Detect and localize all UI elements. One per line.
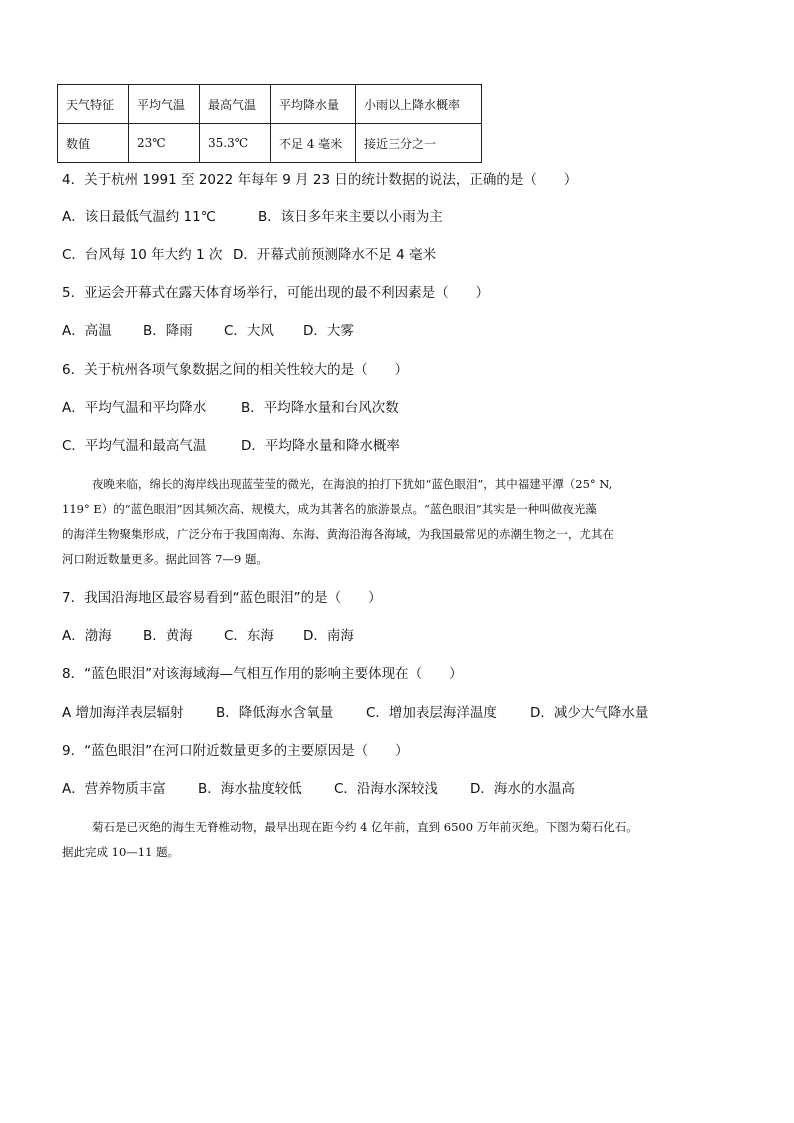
passage-line: 夜晚来临，绵长的海岸线出现蓝莹莹的微光，在海浪的拍打下犹如“蓝色眼泪”，其中福建平潭（25° N, (92, 477, 613, 491)
table-cell: 最高气温 (200, 85, 271, 124)
question-9-option-c: C．沿海水深较浅 (334, 781, 438, 797)
table-cell: 不足 4 毫米 (271, 124, 356, 163)
question-6-option-a: A．平均气温和平均降水 (62, 400, 207, 416)
question-6-stem: 6．关于杭州各项气象数据之间的相关性较大的是（ ） (62, 362, 409, 378)
question-9-stem: 9．“蓝色眼泪”在河口附近数量更多的主要原因是（ ） (62, 743, 409, 759)
table-cell: 数值 (58, 124, 129, 163)
table-cell: 小雨以上降水概率 (356, 85, 482, 124)
question-4-option-b: B．该日多年来主要以小雨为主 (258, 209, 443, 225)
passage-line: 的海洋生物聚集形成，广泛分布于我国南海、东海、黄海沿海各海域，为我国最常见的赤潮生物之一，尤其在 (62, 527, 614, 541)
question-7-option-c: C．东海 (224, 628, 274, 644)
question-4-option-a: A．该日最低气温约 11℃ (62, 209, 216, 225)
question-6-option-b: B．平均降水量和台风次数 (241, 400, 399, 416)
passage-line: 据此完成 10—11 题。 (62, 845, 180, 859)
question-9-option-b: B．海水盐度较低 (198, 781, 302, 797)
question-6-option-c: C．平均气温和最高气温 (62, 438, 207, 454)
question-8-option-c: C．增加表层海洋温度 (366, 705, 497, 721)
passage-ammonite (62, 815, 742, 865)
passage-line: 河口附近数量更多。据此回答 7—9 题。 (62, 552, 268, 566)
question-6-option-d: D．平均降水量和降水概率 (241, 438, 400, 454)
question-5-option-c: C．大风 (224, 323, 274, 339)
table-cell: 23℃ (129, 124, 200, 163)
question-9-option-a: A．营养物质丰富 (62, 781, 166, 797)
table-cell: 接近三分之一 (356, 124, 482, 163)
question-8-stem: 8．“蓝色眼泪”对该海域海—气相互作用的影响主要体现在（ ） (62, 666, 463, 682)
table-row (58, 124, 482, 163)
question-8-option-a: A 增加海洋表层辐射 (62, 705, 184, 721)
question-8-option-b: B．降低海水含氧量 (216, 705, 334, 721)
question-4-option-c: C．台风每 10 年大约 1 次 (62, 247, 223, 263)
question-5-option-a: A．高温 (62, 323, 112, 339)
table-cell: 天气特征 (58, 85, 129, 124)
question-5-stem: 5．亚运会开幕式在露天体育场举行，可能出现的最不利因素是（ ） (62, 285, 490, 301)
question-4-stem: 4．关于杭州 1991 至 2022 年每年 9 月 23 日的统计数据的说法，正确的是（ ） (62, 172, 578, 188)
passage-blue-tears (62, 472, 742, 572)
question-7-option-b: B．黄海 (143, 628, 193, 644)
table-row (58, 85, 482, 124)
question-5-option-d: D．大雾 (303, 323, 354, 339)
table-cell: 平均降水量 (271, 85, 356, 124)
question-7-option-d: D．南海 (303, 628, 354, 644)
table-cell: 平均气温 (129, 85, 200, 124)
table-cell: 35.3℃ (200, 124, 271, 163)
question-7-stem: 7．我国沿海地区最容易看到“蓝色眼泪”的是（ ） (62, 590, 382, 606)
question-4-option-d: D．开幕式前预测降水不足 4 毫米 (233, 247, 437, 263)
passage-line: 119° E）的“蓝色眼泪”因其频次高、规模大，成为其著名的旅游景点。“蓝色眼泪”其实是一种叫做夜光藻 (62, 502, 597, 516)
passage-line: 菊石是已灭绝的海生无脊椎动物，最早出现在距今约 4 亿年前，直到 6500 万年前灭绝。下图为菊石化石。 (92, 820, 638, 834)
question-7-option-a: A．渤海 (62, 628, 112, 644)
weather-stats-table (57, 84, 482, 163)
question-8-option-d: D．减少大气降水量 (530, 705, 649, 721)
question-5-option-b: B．降雨 (143, 323, 193, 339)
question-9-option-d: D．海水的水温高 (470, 781, 575, 797)
